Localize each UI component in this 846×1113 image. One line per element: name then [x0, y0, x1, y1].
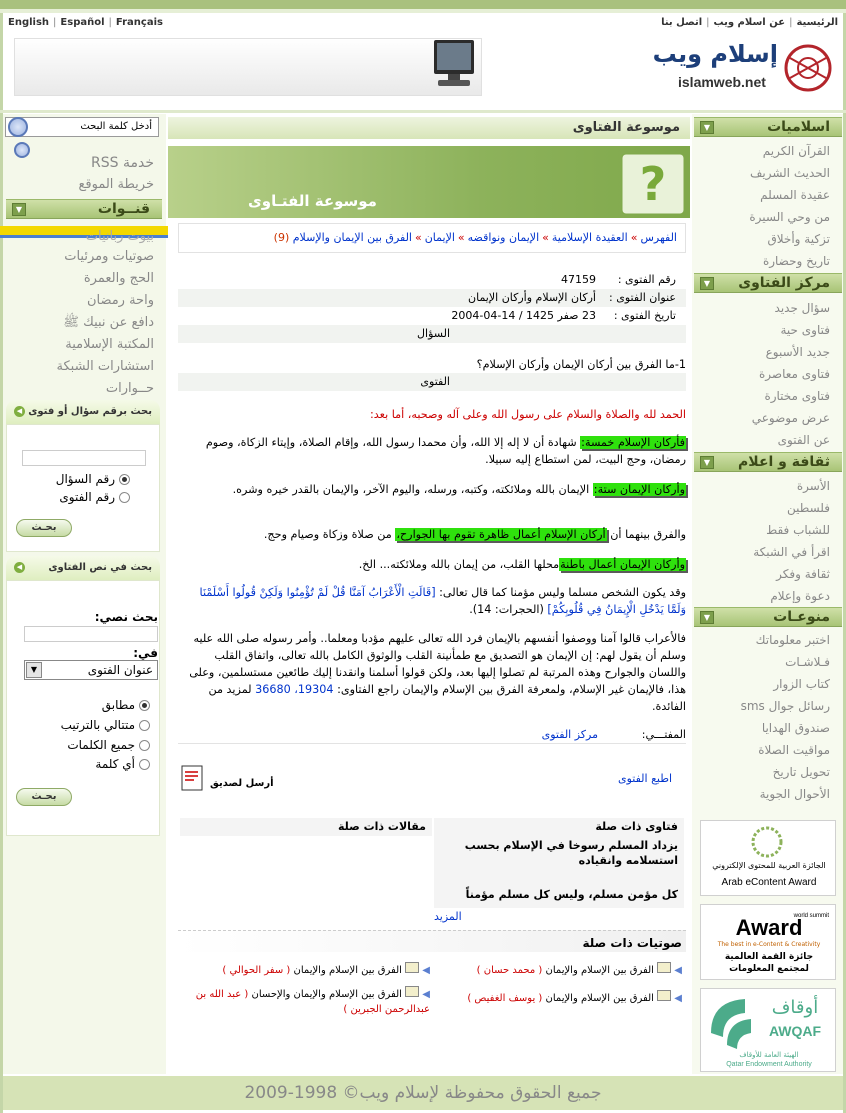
award-line-ar: جائزة القمة العالمية لمجتمع المعلومات	[724, 952, 814, 974]
radio-button[interactable]	[139, 700, 150, 711]
sitemap-link[interactable]: خريطة الموقع	[78, 177, 154, 192]
breadcrumb: الفهرس»العقيدة الإسلامية»الإيمان ونواقضه»الإيمان»الفرق بين الإيمان والإسلام (9)	[178, 223, 686, 253]
answer-intro: الحمد لله والصلاة والسلام على رسول الله وعلى آله وصحبه، أما بعد:	[370, 408, 686, 421]
right-link[interactable]: فلسطين	[786, 501, 830, 515]
right-link[interactable]: القرآن الكريم	[762, 144, 830, 158]
send-to-friend[interactable]	[180, 764, 274, 794]
answer-paragraph-2	[178, 481, 686, 498]
arrow-icon: ◀	[14, 562, 25, 573]
right-link[interactable]: سؤال جديد	[774, 301, 830, 315]
paragraph-text: شهادة أن لا إله إلا الله، وأن محمدا رسول الله، وإقام الصلاة، وإيتاء الزكاة، وصوم رمضان، وحج البيت، لمن استطاع إليه سبيلا.	[205, 436, 686, 466]
language-links: English | Español | Français	[8, 17, 163, 28]
channel-item[interactable]: صوتيات ومرئيات	[64, 249, 154, 264]
quran-verse: [قَالَتِ الْأَعْرَابُ آمَنَّا قُلْ لَمْ تُؤْمِنُوا وَلَكِنْ قُولُوا أَسْلَمْنَا وَلَمَّا يَدْخُلِ الْإِيمَانُ فِي قُلُوبِكُمْ]	[199, 586, 686, 616]
chevron-down-icon[interactable]: ▼	[12, 203, 26, 216]
audio-icon	[405, 986, 419, 997]
logo-text-ar: إسلام ويب	[652, 40, 778, 68]
award-small-en: world summit	[793, 913, 829, 919]
option-label: أي كلمة	[95, 757, 135, 771]
channel-item[interactable]: الحج والعمرة	[83, 271, 154, 286]
audio-speaker: ( عبد الله بن عبدالرحمن الجبرين )	[195, 989, 430, 1015]
hero-banner	[168, 146, 690, 218]
awqaf-en: AWQAF	[768, 1023, 822, 1039]
islamiyat-header[interactable]	[694, 117, 842, 137]
audio-item[interactable]	[180, 986, 430, 1017]
fatwa-number-row	[178, 271, 686, 289]
copyright-text: جميع الحقوق محفوظة لإسلام ويب© 1998-2009	[244, 1083, 602, 1103]
option-label: متتالي بالترتيب	[60, 718, 135, 732]
search-input[interactable]: أدخل كلمة البحث	[5, 117, 159, 137]
section-title: موسوعة الفتاوى	[572, 120, 680, 135]
awqaf-sub-ar: الهيئة العامة للأوقاف	[739, 1051, 799, 1059]
breadcrumb-item[interactable]: الإيمان	[424, 231, 455, 244]
channel-item[interactable]: استشارات الشبكة	[56, 359, 154, 374]
channel-item[interactable]: حــوارات	[105, 381, 154, 396]
radio-button[interactable]	[139, 759, 150, 770]
award-emblem-icon	[747, 825, 787, 859]
nav-contact[interactable]: اتصل بنا	[661, 17, 703, 28]
paragraph-text: والفرق بينهما أن	[610, 528, 686, 541]
option-label: رقم السؤال	[55, 472, 115, 486]
related-fatwas-head: فتاوى ذات صلة	[595, 820, 678, 833]
misc-header[interactable]	[694, 607, 842, 627]
related-articles-head: مقالات ذات صلة	[337, 820, 426, 833]
radio-button[interactable]	[139, 740, 150, 751]
culture-header[interactable]	[694, 452, 842, 472]
fatwa-date-row	[178, 307, 686, 325]
search-field-select[interactable]	[24, 660, 158, 680]
play-icon[interactable]: ◀	[674, 993, 682, 1004]
answer-paragraph-1	[178, 434, 686, 468]
question-text: 1-ما الفرق بين أركان الإيمان وأركان الإسلام؟	[476, 358, 686, 371]
award-title-en: Award	[735, 915, 803, 940]
nav-home[interactable]: الرئيسية	[796, 17, 838, 28]
more-link[interactable]: المزيد	[434, 910, 462, 923]
right-link[interactable]: فتاوى حية	[780, 323, 830, 337]
top-accent-bar	[0, 0, 846, 9]
right-link[interactable]: كتاب الزوار	[773, 677, 830, 691]
related-fatwa-link[interactable]: يزداد المسلم رسوخا في الإسلام بحسب استسلامه وانقياده	[464, 839, 678, 867]
lang-french[interactable]: Français	[115, 17, 163, 28]
arrow-icon: ◀	[14, 406, 25, 417]
audio-item[interactable]	[436, 962, 682, 976]
top-nav: الرئيسية|عن اسلام ويب|اتصل بنا	[661, 17, 838, 28]
right-link[interactable]: اختبر معلوماتك	[755, 633, 830, 647]
audio-item[interactable]	[436, 990, 682, 1004]
option-exact[interactable]	[40, 698, 150, 712]
right-link[interactable]: فـلاشـات	[785, 655, 830, 669]
play-icon[interactable]: ◀	[422, 965, 430, 976]
option-all-words[interactable]	[40, 738, 150, 752]
audio-icon	[405, 962, 419, 973]
awqaf-logo[interactable]	[700, 988, 836, 1072]
misc-title: منوعـات	[773, 609, 830, 625]
header-banner	[14, 38, 482, 96]
answer-paragraph-6	[178, 630, 686, 715]
right-link[interactable]: عرض موضوعي	[751, 411, 830, 425]
text-search-input[interactable]	[24, 626, 158, 642]
answer-paragraph-5	[178, 584, 686, 618]
islamiyat-title: اسلاميات	[767, 119, 830, 135]
question-header	[178, 325, 686, 343]
verse-reference: (الحجرات: 14).	[469, 603, 544, 616]
audio-title: الفرق بين الإسلام والإيمان	[545, 993, 654, 1004]
nav-about[interactable]: عن اسلام ويب	[713, 17, 786, 28]
fatwa-title-row	[178, 289, 686, 307]
channel-item[interactable]: دافع عن نبيك ﷺ	[63, 315, 154, 330]
mufti-row	[178, 726, 686, 744]
right-link[interactable]: للشباب فقط	[766, 523, 830, 537]
awqaf-ar: أوقاف	[771, 997, 819, 1018]
channel-item[interactable]: بيوت ربانيات	[85, 229, 154, 244]
right-link[interactable]: الأسرة	[796, 479, 830, 493]
audio-speaker: ( سفر الحوالي )	[222, 965, 291, 976]
award-line-ar: الجائزة العربية للمحتوى الإلكتروني	[712, 861, 826, 870]
text-search-header	[6, 556, 160, 580]
right-link[interactable]: عقيدة المسلم	[760, 188, 830, 202]
header-divider	[0, 110, 846, 113]
lang-english[interactable]: English	[8, 17, 50, 28]
audio-icon	[657, 990, 671, 1001]
answer-header	[178, 373, 686, 391]
right-link[interactable]: تزكية وأخلاق	[767, 232, 830, 246]
right-link[interactable]: رسائل جوال sms	[740, 699, 830, 713]
channels-list	[8, 229, 154, 400]
option-question-number[interactable]	[30, 472, 130, 486]
print-fatwa-link[interactable]: اطبع الفتوى	[618, 772, 673, 785]
audio-title: الفرق بين الإسلام والإيمان	[293, 965, 402, 976]
right-link[interactable]: الأحوال الجوية	[759, 787, 830, 801]
fatwa-number-search-header	[6, 400, 160, 424]
option-label: مطابق	[101, 698, 135, 712]
paragraph-text: وقد يكون الشخص مسلما وليس مؤمنا كما قال تعالى:	[439, 586, 686, 599]
fatwa-date-label: تاريخ الفتوى :	[613, 309, 676, 322]
fatwa-title-value: أركان الإسلام وأركان الإيمان	[468, 291, 596, 304]
text-search-label: بحث نصي:	[94, 610, 158, 624]
channel-item[interactable]: المكتبة الإسلامية	[65, 337, 154, 352]
related-audio-head: صوتيات ذات صلة	[582, 936, 682, 950]
site-logo[interactable]	[622, 40, 834, 96]
right-link[interactable]: ثقافة وفكر	[776, 567, 830, 581]
right-link[interactable]: فتاوى معاصرة	[759, 367, 830, 381]
paragraph-text: محلها القلب، من إيمان بالله وملائكته... الخ.	[358, 558, 560, 571]
related-articles-box	[180, 818, 432, 836]
footer	[3, 1076, 843, 1110]
hero-title: موسوعة الفتـاوى	[248, 192, 377, 210]
svg-text:?: ?	[639, 157, 667, 211]
highlight: وأركان الإيمان أعمال باطنة	[560, 558, 685, 571]
breadcrumb-item[interactable]: العقيدة الإسلامية	[551, 231, 628, 244]
fatwa-number-search-button[interactable]: بحـث	[16, 519, 72, 537]
right-link[interactable]: جديد الأسبوع	[765, 345, 830, 359]
channels-title: قنــوات	[97, 201, 150, 217]
play-icon[interactable]: ◀	[422, 989, 430, 1000]
right-link[interactable]: تحويل تاريخ	[772, 765, 830, 779]
breadcrumb-item[interactable]: الإيمان ونواقضه	[467, 231, 540, 244]
right-link[interactable]: فتاوى مختارة	[764, 389, 830, 403]
award-tagline: The best in e-Content & Creativity	[717, 941, 821, 948]
audio-speaker: ( محمد حسان )	[476, 965, 543, 976]
chevron-down-icon[interactable]: ▼	[700, 611, 714, 624]
text-search-title: بحث في نص الفتاوى	[48, 562, 152, 573]
chevron-down-icon[interactable]: ▼	[700, 121, 714, 134]
paragraph-text: فالأعراب قالوا آمنا ووصفوا أنفسهم بالإيمان فرد الله تعالى عليهم مؤدبا ومعلما.. وأمر رسوله صلى الله عليه وسلم أن يقول لهم: إن الإيمان هو التصديق مع طمأنينة القلب والوثوق الكامل بالله تعالى، واتفاق القلب واللسان والجوارح وهذه المرتبة لم تصلوا إليها بعد، ولكن قولوا أسلمنا وانقدنا إليك طائعين مستسلمين، وعلى هذا، فالإيمان غير الإسلام، ولمعرفة الفرق بين الإسلام والإيمان راجع الفتاوى:	[189, 632, 686, 696]
fatwa-number-value: 47159	[561, 273, 596, 286]
question-head-text: السؤال	[417, 327, 450, 340]
utility-links	[8, 152, 154, 196]
paragraph-text: لمزيد من الفائدة.	[208, 683, 686, 713]
related-fatwas-box	[434, 818, 684, 908]
fatwa-date-value: 23 صفر 1425 / 14-04-2004	[451, 309, 596, 322]
answer-paragraph-4	[178, 556, 686, 573]
mufti-link[interactable]: مركز الفتوى	[541, 728, 598, 741]
right-link[interactable]: عن الفتوى	[777, 433, 830, 447]
question-mark-icon	[620, 152, 686, 216]
logo-text-en: islamweb.net	[678, 74, 766, 90]
channel-item[interactable]: واحة رمضان	[86, 293, 154, 308]
culture-title: ثقافة و اعلام	[738, 454, 830, 470]
right-link[interactable]: صندوق الهدايا	[761, 721, 830, 735]
text-search-button[interactable]: بحـث	[16, 788, 72, 806]
highlight: أركان الإسلام أعمال ظاهرة تقوم بها الجوارح،	[396, 528, 606, 541]
fatwa-number-search-title: بحث برقم سؤال أو فتوى	[28, 406, 152, 417]
right-link[interactable]: دعوة وإعلام	[770, 589, 830, 603]
fatwa-center-header[interactable]	[694, 273, 842, 293]
fatwa-center-title: مركز الفتاوى	[738, 275, 830, 291]
option-fatwa-number[interactable]	[30, 490, 130, 504]
related-fatwa-links[interactable]: 19304، 36680	[255, 683, 334, 696]
chevron-down-icon[interactable]: ▼	[700, 277, 714, 290]
top-accent-bar-light	[0, 9, 846, 13]
option-any-word[interactable]	[40, 757, 150, 771]
related-fatwa-link[interactable]: كل مؤمن مسلم، وليس كل مسلم مؤمناً	[465, 888, 678, 901]
rss-link[interactable]: خدمة RSS	[91, 155, 154, 171]
radio-button[interactable]	[119, 474, 130, 485]
radio-button[interactable]	[139, 720, 150, 731]
arab-econtent-award[interactable]	[700, 820, 836, 896]
radio-button[interactable]	[119, 492, 130, 503]
highlight: وأركان الإيمان ستة:	[593, 483, 685, 496]
section-header	[168, 117, 690, 139]
award-line-en: Arab eContent Award	[721, 877, 817, 888]
audio-item[interactable]	[180, 962, 430, 976]
mufti-label: المفتـــي:	[641, 728, 686, 741]
answer-head-text: الفتوى	[420, 375, 450, 388]
breadcrumb-item[interactable]: الفرق بين الإيمان والإسلام	[292, 231, 412, 244]
fatwa-number-input[interactable]	[22, 450, 146, 466]
awqaf-sub-en: Qatar Endowment Authority	[726, 1061, 812, 1068]
select-value: عنوان الفتوى	[87, 663, 153, 677]
search-in-label: في:	[133, 646, 158, 660]
option-sequential[interactable]	[40, 718, 150, 732]
right-link[interactable]: مواقيت الصلاة	[758, 743, 830, 757]
channels-header[interactable]	[6, 199, 162, 219]
audio-icon	[657, 962, 671, 973]
audio-title: الفرق بين الإسلام والإيمان	[545, 965, 654, 976]
right-link[interactable]: الحديث الشريف	[749, 166, 830, 180]
monitor-icon	[428, 38, 478, 92]
answer-paragraph-3	[178, 526, 686, 543]
right-link[interactable]: تاريخ وحضارة	[762, 254, 830, 268]
play-icon[interactable]: ◀	[674, 965, 682, 976]
right-link[interactable]: اقرأ في الشبكة	[753, 545, 830, 559]
highlight: فأركان الإسلام خمسة:	[581, 436, 685, 449]
world-summit-award[interactable]	[700, 904, 836, 980]
audio-title: الفرق بين الإسلام والإيمان والإحسان	[251, 989, 402, 1000]
paragraph-text: الإيمان بالله وملائكته، وكتبه، ورسله، واليوم الآخر، والإيمان بالقدر خيره وشره.	[232, 483, 590, 496]
right-link[interactable]: من وحي السيرة	[749, 210, 830, 224]
paragraph-text: من صلاة وزكاة وصيام وحج.	[263, 528, 392, 541]
awqaf-emblem-icon	[705, 993, 755, 1053]
audio-speaker: ( يوسف الغفيص )	[467, 993, 543, 1004]
send-friend-label: أرسل لصديق	[210, 778, 274, 789]
fatwa-number-label: رقم الفتوى :	[617, 273, 676, 286]
breadcrumb-item[interactable]: الفهرس	[640, 231, 677, 244]
chevron-down-icon[interactable]: ▼	[700, 456, 714, 469]
dropdown-arrow-icon[interactable]: ▼	[26, 662, 42, 678]
lang-spanish[interactable]: Español	[60, 17, 105, 28]
option-label: جميع الكلمات	[67, 738, 135, 752]
envelope-icon	[180, 764, 206, 794]
breadcrumb-count: (9)	[273, 231, 290, 244]
related-audio-section	[178, 930, 686, 952]
option-label: رقم الفتوى	[59, 490, 115, 504]
fatwa-title-label: عنوان الفتوى :	[609, 291, 676, 304]
search-icon[interactable]	[8, 117, 28, 137]
